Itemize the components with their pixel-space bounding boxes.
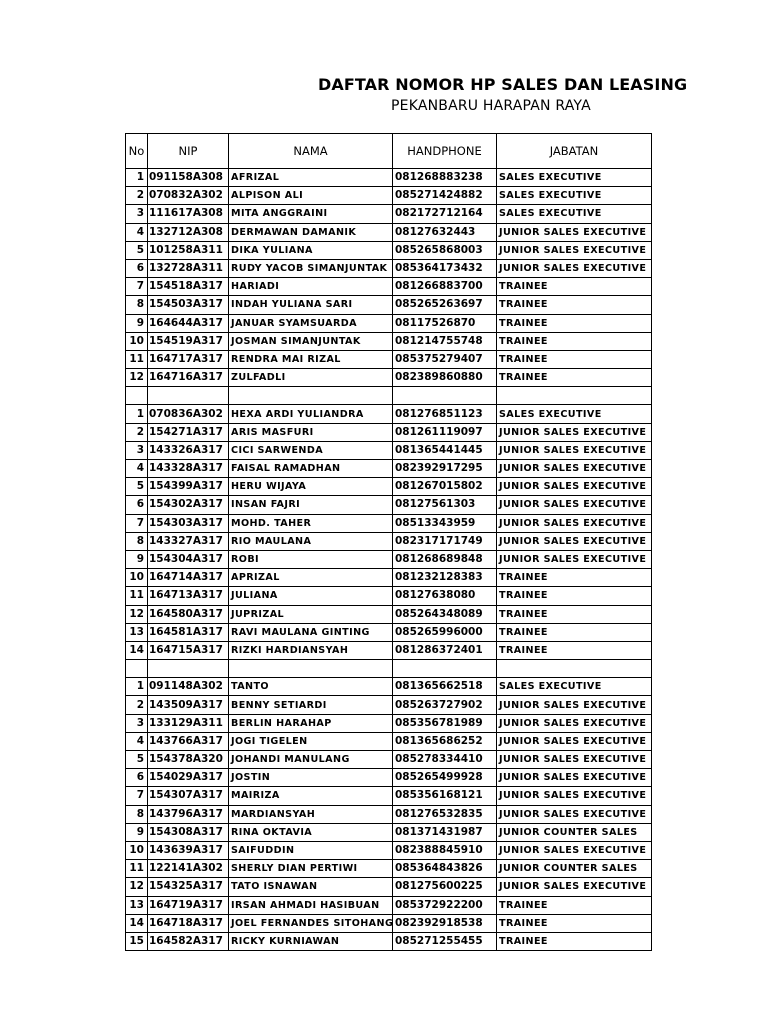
table-row [126, 641, 652, 659]
cell-nama: ALPISON ALI [229, 187, 393, 205]
table-row [126, 314, 652, 332]
table-row [126, 823, 652, 841]
column-header-nama: NAMA [229, 134, 393, 169]
table-row [126, 569, 652, 587]
cell-no: 10 [126, 841, 148, 859]
page-subtitle: PEKANBARU HARAPAN RAYA [391, 98, 591, 114]
cell-nip: 133129A311 [148, 714, 229, 732]
cell-jabatan: TRAINEE [497, 350, 652, 368]
cell-nama: INSAN FAJRI [229, 496, 393, 514]
empty-cell [393, 387, 497, 405]
cell-handphone: 081268883238 [393, 169, 497, 187]
cell-jabatan: JUNIOR SALES EXECUTIVE [497, 805, 652, 823]
page-title: DAFTAR NOMOR HP SALES DAN LEASING [318, 75, 688, 94]
cell-no: 8 [126, 805, 148, 823]
cell-jabatan: JUNIOR SALES EXECUTIVE [497, 769, 652, 787]
cell-nama: BENNY SETIARDI [229, 696, 393, 714]
cell-nama: JUPRIZAL [229, 605, 393, 623]
cell-nama: RIO MAULANA [229, 532, 393, 550]
empty-cell [393, 660, 497, 678]
cell-no: 9 [126, 550, 148, 568]
table-row [126, 169, 652, 187]
cell-nip: 154303A317 [148, 514, 229, 532]
cell-jabatan: JUNIOR COUNTER SALES [497, 860, 652, 878]
cell-no: 2 [126, 187, 148, 205]
table-row [126, 678, 652, 696]
cell-handphone: 081214755748 [393, 332, 497, 350]
cell-no: 1 [126, 678, 148, 696]
cell-nip: 154302A317 [148, 496, 229, 514]
table-row [126, 878, 652, 896]
cell-handphone: 081261119097 [393, 423, 497, 441]
cell-no: 6 [126, 496, 148, 514]
cell-nip: 164717A317 [148, 350, 229, 368]
empty-cell [148, 387, 229, 405]
cell-nama: JULIANA [229, 587, 393, 605]
cell-nip: 122141A302 [148, 860, 229, 878]
cell-no: 8 [126, 532, 148, 550]
cell-nama: RICKY KURNIAWAN [229, 932, 393, 950]
table-row [126, 605, 652, 623]
cell-handphone: 082317171749 [393, 532, 497, 550]
cell-nama: SAIFUDDIN [229, 841, 393, 859]
cell-nip: 164718A317 [148, 914, 229, 932]
cell-no: 13 [126, 896, 148, 914]
table-row [126, 241, 652, 259]
cell-no: 2 [126, 696, 148, 714]
cell-nip: 154325A317 [148, 878, 229, 896]
table-row [126, 223, 652, 241]
cell-handphone: 08127638080 [393, 587, 497, 605]
cell-no: 11 [126, 587, 148, 605]
cell-nama: IRSAN AHMADI HASIBUAN [229, 896, 393, 914]
cell-handphone: 081232128383 [393, 569, 497, 587]
cell-nip: 164719A317 [148, 896, 229, 914]
cell-jabatan: JUNIOR SALES EXECUTIVE [497, 460, 652, 478]
cell-handphone: 085372922200 [393, 896, 497, 914]
cell-nama: HERU WIJAYA [229, 478, 393, 496]
cell-no: 11 [126, 350, 148, 368]
cell-jabatan: SALES EXECUTIVE [497, 187, 652, 205]
cell-nama: HEXA ARDI YULIANDRA [229, 405, 393, 423]
cell-handphone: 085265996000 [393, 623, 497, 641]
cell-jabatan: SALES EXECUTIVE [497, 678, 652, 696]
table-row [126, 423, 652, 441]
cell-nip: 154308A317 [148, 823, 229, 841]
table-row [126, 369, 652, 387]
cell-nip: 132728A311 [148, 259, 229, 277]
cell-no: 10 [126, 332, 148, 350]
empty-cell [497, 660, 652, 678]
cell-no: 15 [126, 932, 148, 950]
table-row [126, 732, 652, 750]
table-row [126, 896, 652, 914]
cell-jabatan: TRAINEE [497, 641, 652, 659]
cell-handphone: 081365686252 [393, 732, 497, 750]
cell-nip: 154399A317 [148, 478, 229, 496]
cell-jabatan: TRAINEE [497, 914, 652, 932]
cell-nama: JANUAR SYAMSUARDA [229, 314, 393, 332]
table-row [126, 623, 652, 641]
cell-handphone: 085271255455 [393, 932, 497, 950]
cell-handphone: 085278334410 [393, 751, 497, 769]
cell-nama: JOSMAN SIMANJUNTAK [229, 332, 393, 350]
table-row [126, 441, 652, 459]
cell-nip: 154378A320 [148, 751, 229, 769]
cell-nip: 164580A317 [148, 605, 229, 623]
cell-nip: 091158A308 [148, 169, 229, 187]
cell-no: 5 [126, 478, 148, 496]
cell-no: 7 [126, 278, 148, 296]
cell-no: 14 [126, 914, 148, 932]
cell-nama: CICI SARWENDA [229, 441, 393, 459]
cell-nama: SHERLY DIAN PERTIWI [229, 860, 393, 878]
cell-jabatan: SALES EXECUTIVE [497, 405, 652, 423]
cell-nip: 070832A302 [148, 187, 229, 205]
table-row [126, 278, 652, 296]
table-row [126, 460, 652, 478]
cell-nip: 154519A317 [148, 332, 229, 350]
cell-nama: MARDIANSYAH [229, 805, 393, 823]
table-row [126, 860, 652, 878]
table-header [126, 134, 652, 169]
cell-jabatan: JUNIOR SALES EXECUTIVE [497, 496, 652, 514]
cell-handphone: 082388845910 [393, 841, 497, 859]
cell-nip: 143796A317 [148, 805, 229, 823]
cell-jabatan: JUNIOR SALES EXECUTIVE [497, 751, 652, 769]
cell-no: 6 [126, 259, 148, 277]
cell-handphone: 081276851123 [393, 405, 497, 423]
cell-no: 9 [126, 314, 148, 332]
cell-handphone: 085364173432 [393, 259, 497, 277]
cell-jabatan: TRAINEE [497, 332, 652, 350]
cell-nip: 164716A317 [148, 369, 229, 387]
cell-nip: 164713A317 [148, 587, 229, 605]
cell-nip: 154518A317 [148, 278, 229, 296]
cell-nama: MAIRIZA [229, 787, 393, 805]
table-row [126, 259, 652, 277]
cell-handphone: 081365662518 [393, 678, 497, 696]
cell-handphone: 081276532835 [393, 805, 497, 823]
employee-table [125, 133, 652, 951]
cell-no: 14 [126, 641, 148, 659]
table-row [126, 787, 652, 805]
cell-nama: INDAH YULIANA SARI [229, 296, 393, 314]
table-row [126, 805, 652, 823]
cell-nama: APRIZAL [229, 569, 393, 587]
cell-nip: 164714A317 [148, 569, 229, 587]
cell-handphone: 085265868003 [393, 241, 497, 259]
cell-handphone: 081267015802 [393, 478, 497, 496]
cell-handphone: 085356781989 [393, 714, 497, 732]
cell-nip: 143766A317 [148, 732, 229, 750]
table-row [126, 914, 652, 932]
table-row [126, 696, 652, 714]
cell-nip: 091148A302 [148, 678, 229, 696]
cell-nip: 154503A317 [148, 296, 229, 314]
cell-nama: JOHANDI MANULANG [229, 751, 393, 769]
cell-jabatan: SALES EXECUTIVE [497, 169, 652, 187]
table-row [126, 296, 652, 314]
empty-cell [229, 387, 393, 405]
cell-no: 4 [126, 732, 148, 750]
cell-nama: RENDRA MAI RIZAL [229, 350, 393, 368]
table-row [126, 496, 652, 514]
cell-no: 3 [126, 205, 148, 223]
table-row [126, 769, 652, 787]
table-row [126, 841, 652, 859]
cell-nama: FAISAL RAMADHAN [229, 460, 393, 478]
cell-no: 4 [126, 223, 148, 241]
cell-jabatan: TRAINEE [497, 932, 652, 950]
cell-nip: 154304A317 [148, 550, 229, 568]
cell-jabatan: JUNIOR SALES EXECUTIVE [497, 878, 652, 896]
cell-jabatan: JUNIOR SALES EXECUTIVE [497, 423, 652, 441]
cell-jabatan: JUNIOR SALES EXECUTIVE [497, 787, 652, 805]
cell-jabatan: JUNIOR COUNTER SALES [497, 823, 652, 841]
cell-jabatan: SALES EXECUTIVE [497, 205, 652, 223]
cell-jabatan: TRAINEE [497, 605, 652, 623]
cell-jabatan: JUNIOR SALES EXECUTIVE [497, 714, 652, 732]
cell-nama: BERLIN HARAHAP [229, 714, 393, 732]
cell-nama: RINA OKTAVIA [229, 823, 393, 841]
header-row [126, 134, 652, 169]
cell-jabatan: JUNIOR SALES EXECUTIVE [497, 259, 652, 277]
cell-nama: RAVI MAULANA GINTING [229, 623, 393, 641]
cell-handphone: 085265499928 [393, 769, 497, 787]
cell-no: 9 [126, 823, 148, 841]
cell-nama: DERMAWAN DAMANIK [229, 223, 393, 241]
table-row [126, 478, 652, 496]
cell-handphone: 081365441445 [393, 441, 497, 459]
cell-handphone: 085356168121 [393, 787, 497, 805]
table-row [126, 587, 652, 605]
table-row [126, 514, 652, 532]
cell-nama: HARIADI [229, 278, 393, 296]
group-separator-row [126, 660, 652, 678]
cell-handphone: 085263727902 [393, 696, 497, 714]
cell-handphone: 085364843826 [393, 860, 497, 878]
cell-nip: 143639A317 [148, 841, 229, 859]
cell-jabatan: JUNIOR SALES EXECUTIVE [497, 550, 652, 568]
table-row [126, 714, 652, 732]
cell-jabatan: TRAINEE [497, 296, 652, 314]
cell-nama: RUDY YACOB SIMANJUNTAK [229, 259, 393, 277]
cell-nip: 132712A308 [148, 223, 229, 241]
cell-handphone: 08127561303 [393, 496, 497, 514]
cell-jabatan: JUNIOR SALES EXECUTIVE [497, 241, 652, 259]
cell-nip: 154271A317 [148, 423, 229, 441]
cell-nip: 154029A317 [148, 769, 229, 787]
cell-nip: 164581A317 [148, 623, 229, 641]
column-header-jabatan: JABATAN [497, 134, 652, 169]
cell-jabatan: TRAINEE [497, 569, 652, 587]
cell-no: 11 [126, 860, 148, 878]
cell-jabatan: JUNIOR SALES EXECUTIVE [497, 532, 652, 550]
cell-jabatan: TRAINEE [497, 896, 652, 914]
cell-no: 6 [126, 769, 148, 787]
cell-nama: ROBI [229, 550, 393, 568]
table-row [126, 187, 652, 205]
column-header-nip: NIP [148, 134, 229, 169]
cell-jabatan: JUNIOR SALES EXECUTIVE [497, 478, 652, 496]
cell-jabatan: TRAINEE [497, 369, 652, 387]
cell-jabatan: JUNIOR SALES EXECUTIVE [497, 441, 652, 459]
cell-no: 2 [126, 423, 148, 441]
cell-jabatan: TRAINEE [497, 278, 652, 296]
table-row [126, 550, 652, 568]
cell-handphone: 081275600225 [393, 878, 497, 896]
cell-handphone: 085264348089 [393, 605, 497, 623]
cell-nip: 143328A317 [148, 460, 229, 478]
cell-nip: 164582A317 [148, 932, 229, 950]
table-row [126, 350, 652, 368]
cell-handphone: 08513343959 [393, 514, 497, 532]
cell-handphone: 085265263697 [393, 296, 497, 314]
cell-nip: 143509A317 [148, 696, 229, 714]
cell-jabatan: TRAINEE [497, 623, 652, 641]
cell-nama: JOEL FERNANDES SITOHANG [229, 914, 393, 932]
cell-nama: AFRIZAL [229, 169, 393, 187]
cell-nama: ZULFADLI [229, 369, 393, 387]
cell-no: 5 [126, 751, 148, 769]
cell-nip: 070836A302 [148, 405, 229, 423]
cell-handphone: 081268689848 [393, 550, 497, 568]
cell-handphone: 081371431987 [393, 823, 497, 841]
cell-no: 5 [126, 241, 148, 259]
cell-nama: JOGI TIGELEN [229, 732, 393, 750]
cell-nip: 143326A317 [148, 441, 229, 459]
cell-no: 3 [126, 441, 148, 459]
cell-jabatan: JUNIOR SALES EXECUTIVE [497, 223, 652, 241]
table-row [126, 751, 652, 769]
cell-no: 3 [126, 714, 148, 732]
table-row [126, 405, 652, 423]
cell-no: 13 [126, 623, 148, 641]
table-row [126, 205, 652, 223]
empty-cell [148, 660, 229, 678]
cell-jabatan: JUNIOR SALES EXECUTIVE [497, 696, 652, 714]
cell-nip: 111617A308 [148, 205, 229, 223]
empty-cell [126, 660, 148, 678]
cell-handphone: 081266883700 [393, 278, 497, 296]
cell-handphone: 08117526870 [393, 314, 497, 332]
table-row [126, 532, 652, 550]
cell-no: 4 [126, 460, 148, 478]
empty-cell [126, 387, 148, 405]
cell-handphone: 082172712164 [393, 205, 497, 223]
group-separator-row [126, 387, 652, 405]
cell-jabatan: TRAINEE [497, 587, 652, 605]
cell-no: 10 [126, 569, 148, 587]
cell-nip: 164715A317 [148, 641, 229, 659]
cell-nama: DIKA YULIANA [229, 241, 393, 259]
cell-nama: MITA ANGGRAINI [229, 205, 393, 223]
cell-handphone: 085375279407 [393, 350, 497, 368]
cell-nama: MOHD. TAHER [229, 514, 393, 532]
cell-no: 7 [126, 787, 148, 805]
cell-handphone: 082392918538 [393, 914, 497, 932]
cell-handphone: 085271424882 [393, 187, 497, 205]
empty-cell [497, 387, 652, 405]
cell-no: 1 [126, 169, 148, 187]
table-row [126, 932, 652, 950]
column-header-no: No [126, 134, 148, 169]
cell-handphone: 082392917295 [393, 460, 497, 478]
cell-nama: RIZKI HARDIANSYAH [229, 641, 393, 659]
cell-no: 12 [126, 605, 148, 623]
cell-no: 1 [126, 405, 148, 423]
cell-nip: 143327A317 [148, 532, 229, 550]
column-header-handphone: HANDPHONE [393, 134, 497, 169]
cell-jabatan: JUNIOR SALES EXECUTIVE [497, 732, 652, 750]
cell-jabatan: JUNIOR SALES EXECUTIVE [497, 841, 652, 859]
table-body [126, 169, 652, 951]
cell-nip: 101258A311 [148, 241, 229, 259]
cell-jabatan: TRAINEE [497, 314, 652, 332]
cell-no: 12 [126, 369, 148, 387]
cell-no: 7 [126, 514, 148, 532]
cell-nama: TATO ISNAWAN [229, 878, 393, 896]
cell-jabatan: JUNIOR SALES EXECUTIVE [497, 514, 652, 532]
cell-nip: 164644A317 [148, 314, 229, 332]
cell-handphone: 082389860880 [393, 369, 497, 387]
empty-cell [229, 660, 393, 678]
cell-nama: JOSTIN [229, 769, 393, 787]
cell-nama: ARIS MASFURI [229, 423, 393, 441]
cell-nip: 154307A317 [148, 787, 229, 805]
cell-nama: TANTO [229, 678, 393, 696]
cell-no: 8 [126, 296, 148, 314]
cell-handphone: 081286372401 [393, 641, 497, 659]
cell-no: 12 [126, 878, 148, 896]
cell-handphone: 08127632443 [393, 223, 497, 241]
table-row [126, 332, 652, 350]
